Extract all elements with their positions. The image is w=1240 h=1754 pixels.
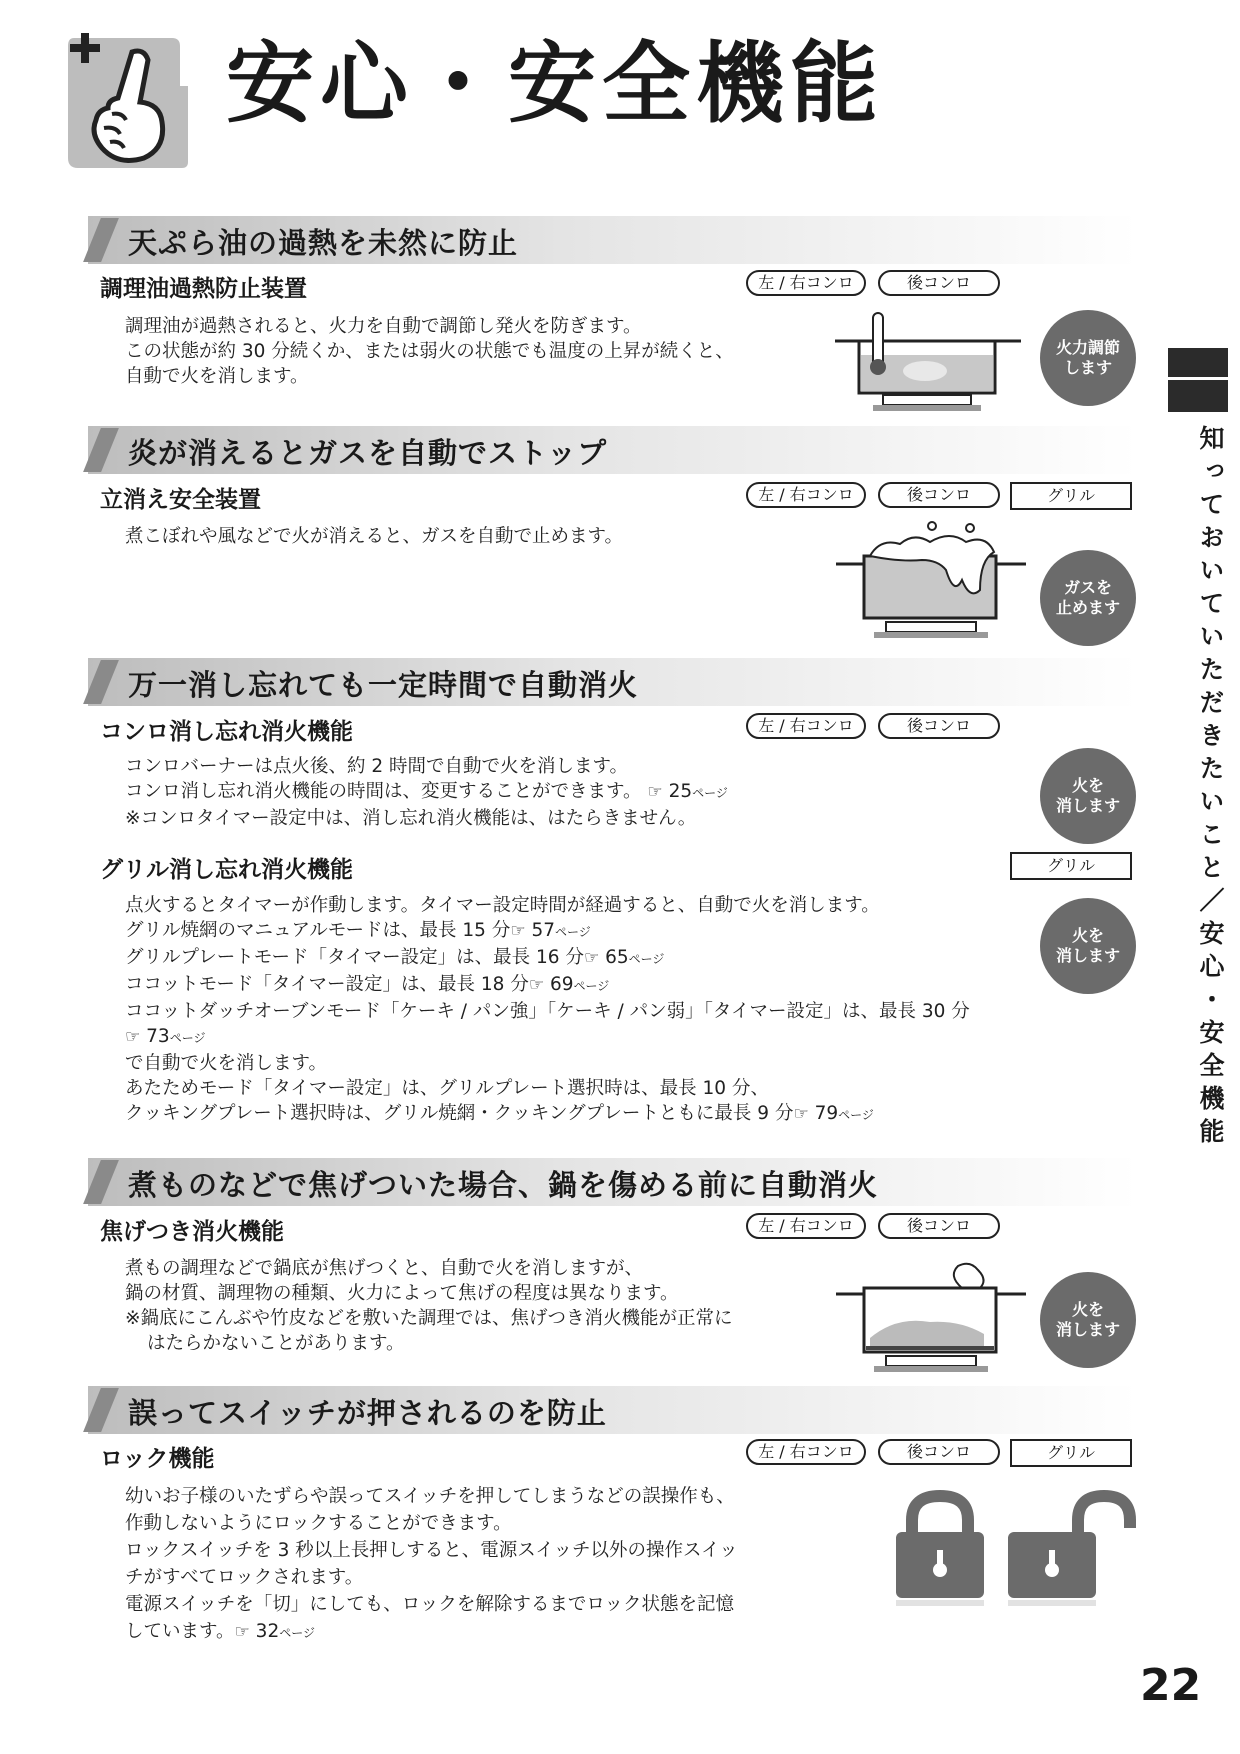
left-right-stove-label: 左 / 右コンロ — [746, 270, 866, 296]
lock-closed-icon — [890, 1488, 990, 1608]
left-right-stove-label: 左 / 右コンロ — [746, 1439, 866, 1465]
section-heading: 炎が消えるとガスを自動でストップ — [88, 426, 1138, 474]
page-title: 安心・安全機能 — [226, 32, 885, 135]
boil-over-pot-illustration — [830, 520, 1030, 645]
description: コンロバーナーは点火後、約 2 時間で自動で火を消します。 コンロ消し忘れ消火機能の時間は、変更することができます。 ☞ 25ページ ※コンロタイマー設定中は、消し忘れ消火機能は、はたらきません。 — [125, 756, 728, 829]
section-heading: 万一消し忘れても一定時間で自動消火 — [88, 658, 1138, 706]
extinguish-badge: 火を 消します — [1040, 1272, 1136, 1368]
reference-icon: ☞ — [234, 1622, 250, 1642]
reference-icon: ☞ — [793, 1104, 809, 1124]
safety-hand-icon — [62, 30, 192, 170]
left-right-stove-label: 左 / 右コンロ — [746, 713, 866, 739]
rear-stove-label: 後コンロ — [878, 1439, 1000, 1465]
description: 点火するとタイマーが作動します。タイマー設定時間が経過すると、自動で火を消します。 グリル焼網のマニュアルモードは、最長 15 分☞ 57ページ グリルプレートモード「タイマー設定」は、最長 16 分☞ 65ページ ココットモード「タイマー設定」は、最長 18 分☞ 69ページ ココットダッチオーブンモード「ケーキ / パン強」「ケーキ / パン弱」「タイマー設定」は、最長 30 分 ☞ 73ページ で自動で火を消します。 あたためモード「タイマー設定」は、グリルプレート選択時は、最長 10 分、 クッキングプレート選択時は、グリル焼網・クッキングプレートともに最長 9 分☞ 79ページ — [125, 893, 970, 1128]
section-heading: 天ぷら油の過熱を未然に防止 — [88, 216, 1138, 264]
pot-oil-illustration — [825, 305, 1030, 415]
rear-stove-label: 後コンロ — [878, 713, 1000, 739]
scorched-pot-illustration — [830, 1262, 1030, 1377]
reference-icon: ☞ — [125, 1027, 141, 1047]
section-heading: 誤ってスイッチが押されるのを防止 — [88, 1386, 1138, 1434]
left-right-stove-label: 左 / 右コンロ — [746, 1213, 866, 1239]
rear-stove-label: 後コンロ — [878, 270, 1000, 296]
rear-stove-label: 後コンロ — [878, 482, 1000, 508]
reference-icon: ☞ — [583, 948, 600, 968]
description: 調理油が過熱されると、火力を自動で調節し発火を防ぎます。 この状態が約 30 分続くか、または弱火の状態でも温度の上昇が続くと、 自動で火を消します。 — [125, 316, 734, 387]
heat-adjust-badge: 火力調節 します — [1040, 310, 1136, 406]
subsection-title: 立消え安全装置 — [100, 487, 261, 513]
description: 幼いお子様のいたずらや誤ってスイッチを押してしまうなどの誤操作も、 作動しないようにロックすることができます。 ロックスイッチを 3 秒以上長押しすると、電源スイッチ以外の操作スイッ チがすべてロックされます。 電源スイッチを「切」にしても、ロックを解除するまでロック状態を記憶 しています。☞ 32ページ — [125, 1483, 738, 1647]
subsection-title: ロック機能 — [100, 1446, 215, 1472]
subsection-title: 焦げつき消火機能 — [100, 1219, 284, 1245]
reference-icon: ☞ — [647, 782, 663, 802]
reference-icon: ☞ — [510, 921, 526, 941]
grill-label: グリル — [1010, 1439, 1132, 1467]
chapter-label: 知っておいていただきたいこと／安心・安全機能 — [1196, 425, 1225, 1151]
section-heading: 煮ものなどで焦げついた場合、鍋を傷める前に自動消火 — [88, 1158, 1138, 1206]
reference-icon: ☞ — [528, 975, 545, 995]
extinguish-badge: 火を 消します — [1040, 898, 1136, 994]
subsection-title: グリル消し忘れ消火機能 — [100, 857, 353, 883]
chapter-tab — [1168, 348, 1228, 412]
lock-open-icon — [1006, 1488, 1136, 1608]
grill-label: グリル — [1010, 482, 1132, 510]
rear-stove-label: 後コンロ — [878, 1213, 1000, 1239]
gas-stop-badge: ガスを 止めます — [1040, 550, 1136, 646]
extinguish-badge: 火を 消します — [1040, 748, 1136, 844]
left-right-stove-label: 左 / 右コンロ — [746, 482, 866, 508]
subsection-title: コンロ消し忘れ消火機能 — [100, 719, 353, 745]
description: 煮もの調理などで鍋底が焦げつくと、自動で火を消しますが、 鍋の材質、調理物の種類、火力によって焦げの程度は異なります。 ※鍋底にこんぶや竹皮などを敷いた調理では、焦げつき消火機能が正常に はたらかないことがあります。 — [125, 1258, 733, 1354]
grill-label: グリル — [1010, 852, 1132, 880]
subsection-title: 調理油過熱防止装置 — [100, 276, 307, 302]
description: 煮こぼれや風などで火が消えると、ガスを自動で止めます。 — [125, 526, 624, 547]
page-number: 22 — [1140, 1660, 1202, 1711]
